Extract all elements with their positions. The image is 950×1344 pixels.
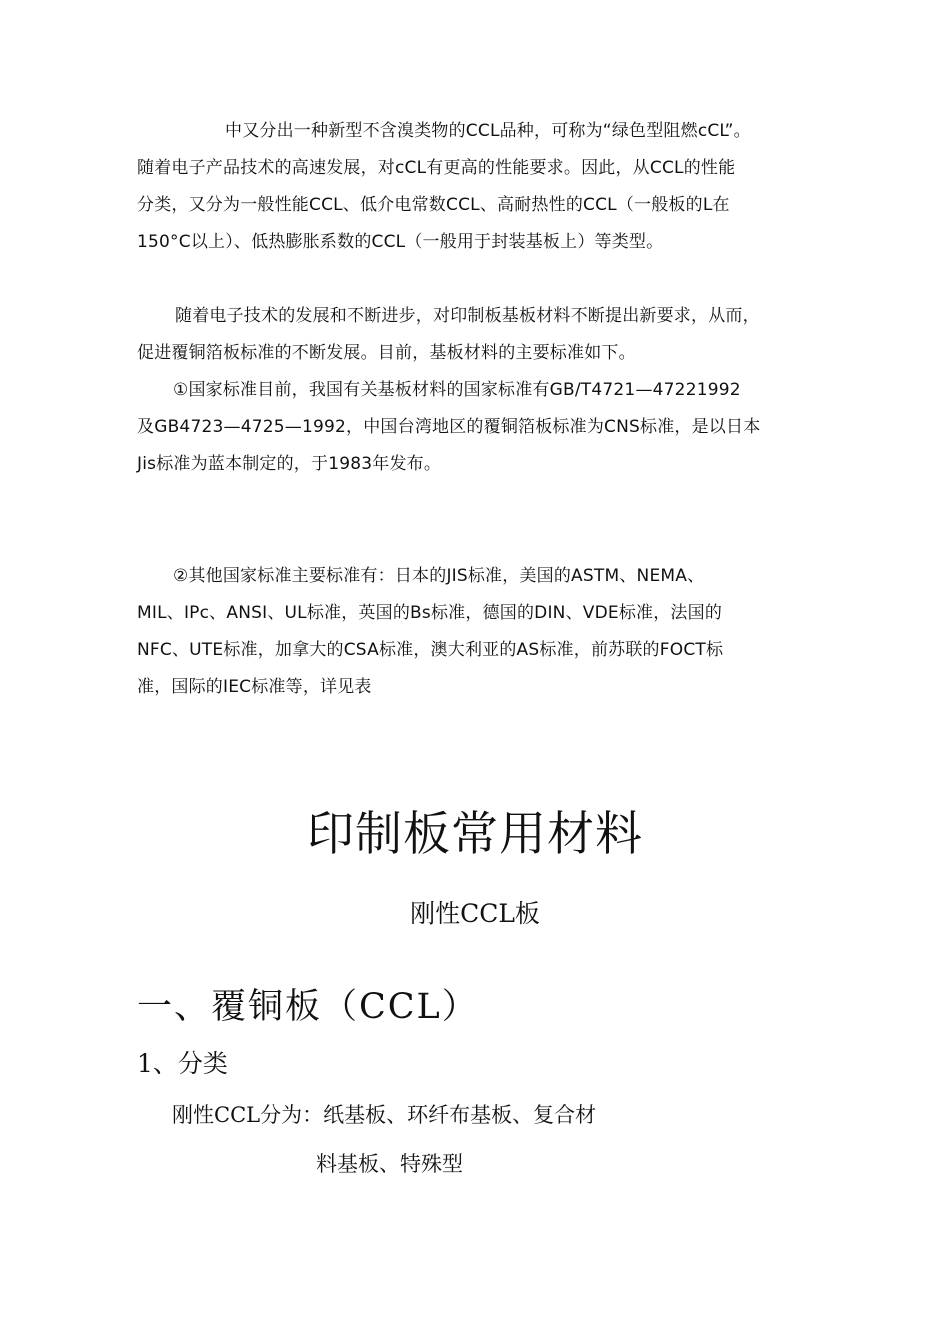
document-subtitle: 刚性CCL板 — [410, 899, 540, 928]
text-line: NFC、UTE标准，加拿大的CSA标准，澳大利亚的AS标准，前苏联的FOCT标 — [137, 640, 724, 660]
paragraph-national-standards — [137, 372, 817, 483]
text-line: ②其他国家标准主要标准有：日本的JIS标准，美国的ASTM、NEMA、 — [173, 566, 705, 586]
document-title: 印制板常用材料 — [307, 807, 643, 862]
text-line: 150°C以上）、低热膨胀系数的CCL（一般用于封装基板上）等类型。 — [137, 232, 664, 252]
text-line: 分类，又分为一般性能CCL、低介电常数CCL、高耐热性的CCL（一般板的L在 — [137, 195, 730, 215]
text-line: 促进覆铜箔板标准的不断发展。目前，基板材料的主要标准如下。 — [137, 343, 636, 363]
text-line: MIL、IPc、ANSI、UL标准，英国的Bs标准，德国的DIN、VDE标准，法国的 — [137, 603, 723, 623]
text-line: 随着电子产品技术的高速发展，对cCL有更高的性能要求。因此，从CCL的性能 — [137, 158, 736, 178]
paragraph-foreign-standards — [137, 558, 817, 706]
text-line: Jis标准为蓝本制定的，于1983年发布。 — [137, 454, 442, 474]
section-subheading: 1、分类 — [137, 1049, 228, 1078]
text-line: ①国家标准目前，我国有关基板材料的国家标准有GB/T4721—47221992 — [173, 380, 741, 400]
text-line: 及GB4723—4725—1992，中国台湾地区的覆铜箔板标准为CNS标准，是以日本 — [137, 417, 761, 437]
text-line: 随着电子技术的发展和不断进步，对印制板基板材料不断提出新要求，从而， — [175, 306, 760, 326]
text-line: 中又分出一种新型不含溴类物的CCL品种，可称为“绿色型阻燃cCL”。 — [225, 121, 751, 141]
classification-text: 料基板、特殊型 — [316, 1152, 463, 1176]
paragraph-ccl-performance — [137, 113, 817, 261]
section-heading: 一、覆铜板（CCL） — [137, 987, 479, 1027]
text-line: 准，国际的IEC标准等，详见表 — [137, 677, 372, 697]
paragraph-standards-intro — [137, 298, 817, 372]
classification-text: 刚性CCL分为：纸基板、环纤布基板、复合材 — [172, 1103, 597, 1127]
